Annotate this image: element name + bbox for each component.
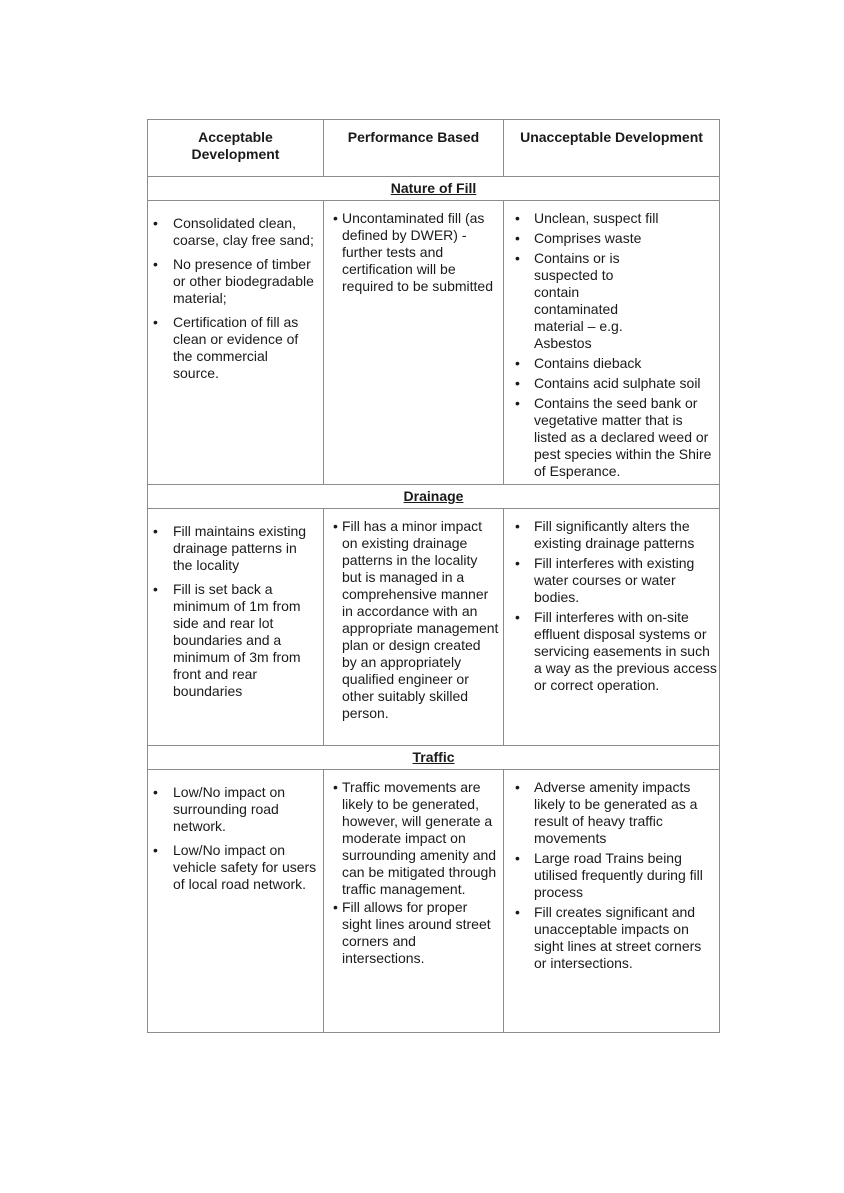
acceptable-cell — [148, 201, 324, 485]
unacceptable-list — [504, 201, 719, 480]
acceptable-cell — [148, 509, 324, 746]
section-body-row — [148, 770, 720, 1033]
performance-list — [324, 509, 503, 722]
header-performance: Performance Based — [324, 120, 504, 177]
performance-list — [324, 770, 503, 967]
header-row — [148, 120, 720, 177]
unacceptable-list — [504, 509, 719, 694]
performance-cell — [324, 509, 504, 746]
header-acceptable: Acceptable Development — [148, 120, 324, 177]
list-item: • Fill is set back a minimum of 1m from side and rear lot boundaries and a minimum of 3m from front and rear boundaries — [173, 581, 317, 700]
unacceptable-list — [504, 770, 719, 972]
list-item: • Fill significantly alters the existing drainage patterns — [534, 518, 717, 552]
performance-cell — [324, 201, 504, 485]
list-item: • Adverse amenity impacts likely to be generated as a result of heavy traffic movements — [534, 779, 717, 847]
list-item: • Unclean, suspect fill — [534, 210, 717, 227]
list-item: • Fill interferes with existing water courses or water bodies. — [534, 555, 717, 606]
list-item: • Comprises waste — [534, 230, 717, 247]
list-item: • No presence of timber or other biodegradable material; — [173, 256, 317, 307]
section-heading-row — [148, 485, 720, 509]
list-item: • Low/No impact on vehicle safety for users of local road network. — [173, 842, 317, 893]
acceptable-list — [148, 201, 323, 382]
list-item: • Contains the seed bank or vegetative matter that is listed as a declared weed or pest species within the Shire of Esperance. — [534, 395, 717, 480]
list-item: • Consolidated clean, coarse, clay free sand; — [173, 215, 317, 249]
header-unacceptable: Unacceptable Development — [504, 120, 720, 177]
unacceptable-cell — [504, 201, 720, 485]
section-heading-row — [148, 177, 720, 201]
section-heading-row — [148, 746, 720, 770]
performance-list — [324, 201, 503, 295]
list-item: • Contains or is suspected to contain contaminated material – e.g. Asbestos — [534, 250, 717, 352]
section-body-row — [148, 509, 720, 746]
acceptable-list — [148, 509, 323, 700]
section-body-row — [148, 201, 720, 485]
list-item: • Fill maintains existing drainage patterns in the locality — [173, 523, 317, 574]
list-item: • Uncontaminated fill (as defined by DWER) - further tests and certification will be required to be submitted — [342, 210, 499, 295]
list-item: • Contains acid sulphate soil — [534, 375, 717, 392]
section-title-nature-of-fill: Nature of Fill — [148, 177, 720, 201]
performance-cell — [324, 770, 504, 1033]
list-item: • Fill allows for proper sight lines around street corners and intersections. — [342, 899, 499, 967]
list-item: • Large road Trains being utilised frequently during fill process — [534, 850, 717, 901]
unacceptable-cell — [504, 770, 720, 1033]
list-item: • Traffic movements are likely to be generated, however, will generate a moderate impact on surrounding amenity and can be mitigated through traffic management. — [342, 779, 499, 898]
section-title-traffic: Traffic — [148, 746, 720, 770]
list-item: • Fill interferes with on-site effluent disposal systems or servicing easements in such a way as the previous access or correct operation. — [534, 609, 717, 694]
acceptable-list — [148, 770, 323, 893]
unacceptable-cell — [504, 509, 720, 746]
list-item: • Certification of fill as clean or evidence of the commercial source. — [173, 314, 317, 382]
list-item: • Low/No impact on surrounding road network. — [173, 784, 317, 835]
list-item: • Contains dieback — [534, 355, 717, 372]
list-item: • Fill creates significant and unacceptable impacts on sight lines at street corners or intersections. — [534, 904, 717, 972]
section-title-drainage: Drainage — [148, 485, 720, 509]
list-item: • Fill has a minor impact on existing drainage patterns in the locality but is managed in a comprehensive manner in accordance with an appropriate management plan or design created by an appropriately qualified engineer or other suitably skilled person. — [342, 518, 499, 722]
development-criteria-table — [147, 119, 720, 1033]
acceptable-cell — [148, 770, 324, 1033]
